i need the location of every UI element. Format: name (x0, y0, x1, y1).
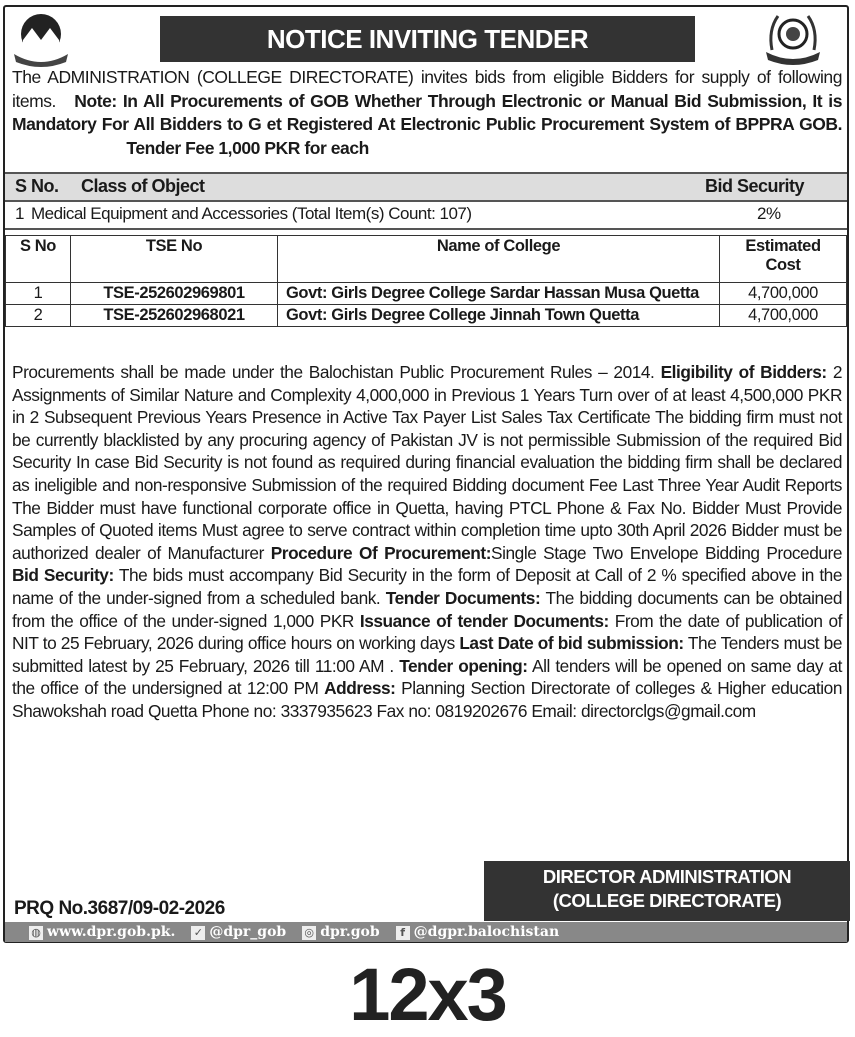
section-heading: Eligibility of Bidders: (660, 362, 827, 382)
section-text: Procurements shall be made under the Balochistan Public Procurement Rules – 2014. (12, 362, 661, 382)
intro-text: The ADMINISTRATION (COLLEGE DIRECTORATE) invites bids from eligible Bidders for supply of following items. (12, 67, 842, 111)
page-title: NOTICE INVITING TENDER (160, 16, 695, 62)
row-cost: 4,700,000 (720, 305, 847, 327)
section-text: 2 Assignments of Similar Nature and Complexity 4,000,000 in Previous 1 Years Turn over of at least 4,500,000 PKR in 2 Subsequent Previous Years Presence in Active Tax Payer List Sales Tax Certificate The bidding firm must not be currently blacklisted by any procuring agency of Pakistan JV is not permissible Submission of the required Bid Security In case Bid Security is not found as required during financial evaluation the bidding firm shall be declared as ineligible and non-responsive Submission of the required Bidding document Fee Last Three Year Audit Reports The Bidder must have functional corporate office in Quetta, having PTCL Phone & Fax No. Bidder Must Provide Samples of Quoted items Must agree to serve contract within completion time upto 30th April 2026 Bidder must be authorized dealer of Manufacturer (12, 362, 842, 563)
social-bar (5, 922, 847, 942)
table-row (6, 305, 847, 327)
signatory-title: DIRECTOR ADMINISTRATION (542, 866, 792, 887)
header-sno: S No. (15, 176, 59, 196)
twitter-link[interactable]: ✓ @dpr_gob (191, 924, 286, 940)
globe-icon: ◍ (29, 926, 43, 940)
row-tse: TSE-252602969801 (71, 283, 278, 305)
objects-table-header (5, 172, 847, 202)
table-row (6, 283, 847, 305)
facebook-icon: f (396, 926, 410, 940)
row-security: 2% (757, 204, 781, 223)
header-tse: TSE No (71, 236, 278, 283)
instagram-link[interactable]: ◎ dpr.gob (302, 924, 379, 940)
section-heading: Tender Documents: (385, 587, 541, 608)
section-heading: Address: (324, 678, 396, 699)
row-sno: 2 (6, 305, 71, 327)
section-text: Planning Section Directorate of colleges & Higher education Shawokshah road Quetta Phone no: 3337935623 Fax no: 0819202676 Email: directorclgs@gmail.com (12, 678, 842, 721)
facebook-link[interactable]: f @dgpr.balochistan (396, 924, 559, 940)
header-college: Name of College (278, 236, 720, 283)
header-class: Class of Object (81, 176, 205, 196)
twitter-icon: ✓ (191, 926, 205, 940)
instagram-icon: ◎ (302, 926, 316, 940)
section-text: All tenders will be opened on same day at the office of the undersigned at 12:00 PM (12, 655, 842, 699)
ad-size: 12x3 (349, 953, 506, 1036)
section-text: The bidding documents can be obtained from the office of the under-signed 1,000 PKR (12, 587, 843, 631)
objects-table-row (5, 200, 847, 230)
header-cost: Estimated Cost (720, 236, 847, 283)
row-class: Medical Equipment and Accessories (Total Item(s) Count: 107) (31, 204, 472, 223)
row-cost: 4,700,000 (720, 283, 847, 305)
section-text: From the date of publication of NIT to 25 February, 2026 during office hours on working days (12, 610, 842, 654)
section-heading: Issuance of tender Documents: (359, 610, 609, 631)
header-security: Bid Security (705, 176, 805, 196)
balochistan-emblem-logo (10, 10, 72, 68)
row-sno: 1 (15, 204, 24, 223)
row-sno: 1 (6, 283, 71, 305)
section-text: Single Stage Two Envelope Bidding Procedure (491, 542, 843, 563)
section-heading: Procedure Of Procurement: (270, 542, 492, 563)
tse-table (5, 235, 847, 327)
intro-note: Note: In All Procurements of GOB Whether Through Electronic or Manual Bid Submission, It is Mandatory For All Bidders to G et Registered At Electronic Public Procurement System of BPPRA GOB. (12, 90, 842, 134)
header-sno: S No (6, 236, 71, 283)
tender-conditions-paragraph (12, 361, 842, 723)
row-college: Govt: Girls Degree College Jinnah Town Quetta (278, 305, 720, 327)
tender-fee: Tender Fee 1,000 PKR for each (126, 137, 369, 158)
section-text: The Tenders must be submitted latest by 25 February, 2026 till 11:00 AM . (12, 633, 842, 676)
signatory-box (484, 861, 850, 921)
web-link[interactable]: ◍ www.dpr.gob.pk. (29, 924, 175, 940)
tse-table-header (6, 236, 847, 283)
row-college: Govt: Girls Degree College Sardar Hassan Musa Quetta (278, 283, 720, 305)
row-tse: TSE-252602968021 (71, 305, 278, 327)
intro-paragraph (12, 66, 842, 160)
section-heading: Tender opening: (399, 655, 528, 676)
directorate-emblem-logo (762, 10, 824, 68)
section-heading: Bid Security: (12, 565, 114, 586)
signatory-office: (COLLEGE DIRECTORATE) (552, 890, 782, 911)
prq-number: PRQ No.3687/09-02-2026 (14, 898, 225, 919)
section-heading: Last Date of bid submission: (459, 633, 684, 654)
section-text: The bids must accompany Bid Security in the form of Deposit at Call of 2 % specified above in the name of the under-signed from a scheduled bank. (12, 565, 842, 608)
